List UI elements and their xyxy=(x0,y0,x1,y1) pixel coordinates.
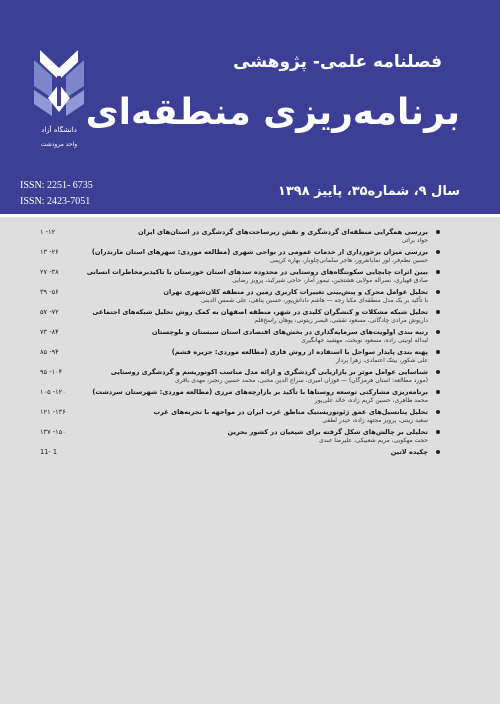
list-item xyxy=(40,228,440,245)
bullet-icon xyxy=(436,250,440,254)
bullet-icon xyxy=(436,290,440,294)
journal-subtitle: فصلنامه علمی- پژوهشی xyxy=(233,52,442,72)
article-authors: سعید زینتی، پرویز مجتهد زاده، حیدر لطفی xyxy=(322,417,428,424)
article-title: پهنه بندی پایدار سواحل با استفاده از روش فازی (مطالعه موردی: جزیره قشم) xyxy=(171,348,428,356)
page-range: ۱۵۰- ۱۳۷ xyxy=(40,428,66,436)
bullet-icon xyxy=(436,390,440,394)
bullet-icon xyxy=(436,350,440,354)
page-range: ۵۶- ۳۹ xyxy=(40,288,59,296)
article-authors: لبداله اونیتی زاده، مسعود نوبخت، مهشید جهانگیری xyxy=(301,337,428,344)
article-title: تحلیلی بر چالش‌های شکل گرفته برای شیعیان در کشور بحرین xyxy=(227,428,428,436)
page-range: ۱۳۶- ۱۲۱ xyxy=(40,408,66,416)
article-title: رتبه بندی اولویت‌های سرمایه‌گذاری در بخش‌های اقتصادی استان سیستان و بلوچستان xyxy=(151,328,428,336)
article-authors: حجت مهکویی، مریم شعبیکی، علیرضا عبدی xyxy=(319,437,428,444)
list-item xyxy=(40,248,440,265)
article-authors: صادق قهیاری، نصراله مولایی هشتجین، تیمور آمار، حاجی شیرکیذ، پرویز رضایی xyxy=(232,277,428,284)
page-range: ۱۲۰- ۱۰۵ xyxy=(40,388,66,396)
page-range: ۷۲- ۵۷ xyxy=(40,308,59,316)
article-authors: جواد براتی xyxy=(401,237,428,244)
bullet-icon xyxy=(436,370,440,374)
university-logo-icon xyxy=(30,46,88,158)
bullet-icon xyxy=(436,330,440,334)
list-item xyxy=(40,348,440,365)
article-authors: حسین نظم‌فر، لور نمایانفرور، هاجر سلمانی‌چلوبار، بهاره کریمی xyxy=(269,257,428,264)
page-range: ۲۶- ۱۳ xyxy=(40,248,59,256)
bullet-icon xyxy=(436,270,440,274)
list-item xyxy=(40,308,440,325)
page-range: ۹۴- ۸۵ xyxy=(40,348,59,356)
page-range: ۱۲- ۱ xyxy=(40,228,56,236)
table-of-contents xyxy=(40,228,440,460)
article-authors: (مورد مطالعه: استان هرمزگان) — فوزان امیری، سراج الدین محبی، محمد حسین رنجبر، مهدی باقری xyxy=(174,377,428,384)
bullet-icon xyxy=(436,410,440,414)
article-authors: داریوش مرادی چادگانی، مسعود تقشی، قیصر زیتونی، پوهان راسخ‌قلم xyxy=(254,317,428,324)
list-item xyxy=(40,268,440,285)
page-range: ۸۴- ۷۳ xyxy=(40,328,59,336)
svg-text:واحد مرودشت: واحد مرودشت xyxy=(40,141,78,148)
issn-print: ISSN: 2251- 6735 xyxy=(20,180,93,191)
list-item xyxy=(40,428,440,445)
article-title: بیین اثرات چابچایی سکونتگاه‌های روستایی در محدوده سدهای استان خوزستان با تاکیدبرمخاطرات انسانی xyxy=(86,268,428,276)
svg-text:دانشگاه آزاد: دانشگاه آزاد xyxy=(41,126,77,134)
list-item xyxy=(40,388,440,405)
bullet-icon xyxy=(436,430,440,434)
list-item xyxy=(40,448,440,457)
article-title: برنامه‌ریزی مشارکتی توسعه روستاها با تأکید بر بازارچه‌های مرزی (مطالعه موردی: شهرستان سردشت) xyxy=(92,388,428,396)
issue-info: سال ۹، شماره۳۵، پاییز ۱۳۹۸ xyxy=(277,184,460,199)
article-title: تحلیل شبکه مشکلات و کنشگران کلیدی در شهر، منطقه اصفهان به کمک روش تحلیل شبکه‌های اجتماعی xyxy=(92,308,428,316)
article-title: تحلیل عوامل محرک و پیش‌بینی تغییرات کاربری زمین در منطقه کلان‌شهری تهران xyxy=(163,288,428,296)
issn-online: ISSN: 2423-7051 xyxy=(20,196,91,207)
article-authors: محمد ظاهری، حسین کریم زاده، خالد علی‌پور xyxy=(314,397,428,404)
journal-title: برنامه‌ریزی منطقه‌ای xyxy=(85,92,460,133)
page-range: ۱۰۴- ۹۵ xyxy=(40,368,63,376)
list-item xyxy=(40,288,440,305)
article-authors: علی شکور، بیتک اعتمادی، زهرا پرداز xyxy=(336,357,428,364)
article-title: شناسایی عوامل موثر بر بازاریابی گردشگری و ارائه مدل مناسب اکوتوریسم و گردشگری روستایی xyxy=(110,368,428,376)
page-range: ۳۸- ۲۷ xyxy=(40,268,59,276)
article-title: بررسی میزان برخورداری از خدمات عمومی در نواحی شهری (مطالعه موردی: سهرهای استان مازندران) xyxy=(91,248,428,256)
list-item xyxy=(40,368,440,385)
article-authors: با تأکید بر یک مدل منطقه‌ای مکبا رجه — هاشم داداش‌پور، حسین پناهی، علی شمس الدینی xyxy=(200,297,428,304)
article-title: چکیده لاتین xyxy=(390,448,428,456)
article-title: بررسی همگرایی منطقه‌ای گردشگری و نقش زیرساخت‌های گردشگری در استان‌های ایران xyxy=(138,228,428,236)
bullet-icon xyxy=(436,310,440,314)
list-item xyxy=(40,328,440,345)
bullet-icon xyxy=(436,230,440,234)
page-range: 1 -11 xyxy=(40,448,58,456)
bullet-icon xyxy=(436,450,440,454)
list-item xyxy=(40,408,440,425)
article-title: تحلیل پتانسیل‌های عمق ژئوتوریستیک مناطق غرب ایران در مواجهه با تجربه‌های غرب xyxy=(153,408,428,416)
